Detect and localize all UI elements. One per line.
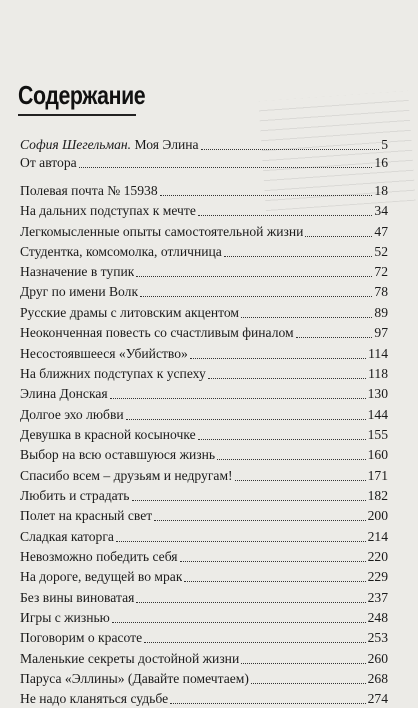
toc-entry-page-number: 144 bbox=[367, 407, 388, 422]
dot-leader bbox=[126, 419, 366, 420]
toc-entry-title bbox=[20, 589, 134, 607]
toc-entry bbox=[20, 670, 388, 688]
toc-entry bbox=[20, 182, 388, 200]
dot-leader bbox=[235, 480, 366, 481]
toc-entry bbox=[20, 528, 388, 546]
toc-entry-title bbox=[20, 467, 233, 485]
toc-entry bbox=[20, 154, 388, 172]
dot-leader bbox=[112, 622, 366, 623]
dot-leader bbox=[198, 439, 366, 440]
toc-entry-title bbox=[20, 487, 130, 505]
toc-entry-title-text: На дороге, ведущей во мрак bbox=[20, 569, 183, 584]
toc-entry-page-number: 114 bbox=[368, 346, 388, 361]
toc-entry bbox=[20, 446, 388, 464]
toc-entry-title bbox=[20, 136, 199, 154]
toc-entry-title bbox=[20, 406, 124, 424]
toc-entry-title bbox=[20, 202, 196, 220]
dot-leader bbox=[198, 215, 373, 216]
toc-entry-title-text: Любить и страдать bbox=[20, 488, 130, 503]
toc-entry-title-text: Игры с жизнью bbox=[20, 610, 110, 625]
toc-entry-title bbox=[20, 304, 239, 322]
toc-entry-title-text: Полет на красный свет bbox=[20, 508, 153, 523]
dot-leader bbox=[305, 236, 372, 237]
toc-entry bbox=[20, 690, 388, 708]
toc-entry-title-text: Невозможно победить себя bbox=[20, 549, 178, 564]
toc-entry-title bbox=[20, 650, 239, 668]
toc-entry-title-text: Без вины виноватая bbox=[20, 590, 135, 605]
toc-entry bbox=[20, 263, 388, 281]
toc-entry bbox=[20, 283, 388, 301]
toc-entry bbox=[20, 507, 388, 525]
toc-entry-page-number: 248 bbox=[367, 610, 388, 625]
dot-leader bbox=[170, 703, 365, 704]
toc-entry bbox=[20, 223, 388, 241]
toc-entry-title bbox=[20, 283, 138, 301]
toc-entry-title-text: Назначение в тупик bbox=[20, 264, 135, 279]
dot-leader bbox=[208, 378, 366, 379]
toc-entry-page-number: 18 bbox=[374, 183, 388, 198]
toc-entry-page-number: 229 bbox=[367, 569, 388, 584]
toc-entry-page-number: 268 bbox=[367, 671, 388, 686]
dot-leader bbox=[201, 149, 380, 150]
dot-leader bbox=[144, 642, 366, 643]
toc-entry-title-text: Русские драмы с литовским акцентом bbox=[20, 305, 240, 320]
toc-entry-page-number: 200 bbox=[367, 508, 388, 523]
toc-entry-title bbox=[20, 507, 152, 525]
dot-leader bbox=[110, 398, 366, 399]
toc-entry-title-text: Моя Элина bbox=[131, 137, 199, 152]
toc-entry-title bbox=[20, 446, 215, 464]
toc-entry bbox=[20, 629, 388, 647]
toc-entry bbox=[20, 406, 388, 424]
toc-entry-page-number: 260 bbox=[367, 651, 388, 666]
dot-leader bbox=[241, 663, 365, 664]
toc-entry-page-number: 89 bbox=[374, 305, 388, 320]
toc-entry-title-text: От автора bbox=[20, 155, 77, 170]
toc-entry-title bbox=[20, 345, 188, 363]
toc-entry bbox=[20, 136, 388, 154]
toc-entry-title bbox=[20, 324, 294, 342]
dot-leader bbox=[217, 459, 366, 460]
dot-leader bbox=[136, 602, 365, 603]
toc-entry-title-text: Маленькие секреты достойной жизни bbox=[20, 651, 240, 666]
toc-entry-author: София Шегельман. bbox=[20, 137, 132, 152]
toc-entry-page-number: 253 bbox=[367, 630, 388, 645]
toc-entry-page-number: 72 bbox=[374, 264, 388, 279]
toc-entry-page-number: 16 bbox=[374, 155, 388, 170]
toc-entry bbox=[20, 650, 388, 668]
toc-entry-title-text: Долгое эхо любви bbox=[20, 407, 124, 422]
toc-entry-page-number: 47 bbox=[374, 224, 388, 239]
dot-leader bbox=[140, 296, 372, 297]
toc-entry-page-number: 171 bbox=[367, 468, 388, 483]
toc-entry-title bbox=[20, 263, 134, 281]
toc-entry-page-number: 52 bbox=[374, 244, 388, 259]
dot-leader bbox=[154, 520, 365, 521]
toc-entry-title bbox=[20, 609, 110, 627]
toc-entry-title-text: Элина Донская bbox=[20, 386, 108, 401]
toc-entry-title bbox=[20, 154, 77, 172]
toc-entry-title bbox=[20, 690, 168, 708]
toc-entry-page-number: 182 bbox=[367, 488, 388, 503]
toc-entry bbox=[20, 426, 388, 444]
toc-entry-title-text: На дальних подступах к мечте bbox=[20, 203, 196, 218]
toc-entry-title-text: Девушка в красной косыночке bbox=[20, 427, 196, 442]
dot-leader bbox=[116, 541, 366, 542]
toc-entry-title-text: Легкомысленные опыты самостоятельной жизни bbox=[20, 224, 304, 239]
dot-leader bbox=[184, 581, 365, 582]
toc-entry-page-number: 130 bbox=[367, 386, 388, 401]
dot-leader bbox=[136, 276, 372, 277]
toc-entry bbox=[20, 609, 388, 627]
toc-entry-title-text: Выбор на всю оставшуюся жизнь bbox=[20, 447, 216, 462]
toc-entry-page-number: 5 bbox=[381, 137, 388, 152]
toc-entry-page-number: 78 bbox=[374, 284, 388, 299]
dot-leader bbox=[160, 195, 373, 196]
toc-entry bbox=[20, 365, 388, 383]
toc-entry-title-text: Сладкая каторга bbox=[20, 529, 114, 544]
toc-entry-page-number: 274 bbox=[367, 691, 388, 706]
toc-entry bbox=[20, 243, 388, 261]
toc-entry bbox=[20, 589, 388, 607]
toc-entry-title-text: Неоконченная повесть со счастливым финалом bbox=[20, 325, 294, 340]
toc-entry-title-text: Студентка, комсомолка, отличница bbox=[20, 244, 222, 259]
toc-entry-page-number: 155 bbox=[367, 427, 388, 442]
toc-entry-page-number: 118 bbox=[368, 366, 388, 381]
toc-entry-title bbox=[20, 223, 303, 241]
toc-entry-title-text: Полевая почта № 15938 bbox=[20, 183, 158, 198]
toc-entry bbox=[20, 202, 388, 220]
dot-leader bbox=[251, 683, 366, 684]
dot-leader bbox=[224, 256, 373, 257]
toc-entry bbox=[20, 487, 388, 505]
toc-entry-title-text: Друг по имени Волк bbox=[20, 284, 139, 299]
toc-entry-page-number: 220 bbox=[367, 549, 388, 564]
toc-entry-title-text: На ближних подступах к успеху bbox=[20, 366, 206, 381]
toc-entry-title bbox=[20, 426, 196, 444]
toc-entry-page-number: 160 bbox=[367, 447, 388, 462]
toc-entry-title-text: Спасибо всем – друзьям и недругам! bbox=[20, 468, 233, 483]
toc-entry bbox=[20, 304, 388, 322]
toc-entry bbox=[20, 568, 388, 586]
toc-entry bbox=[20, 385, 388, 403]
toc-entry-page-number: 97 bbox=[374, 325, 388, 340]
dot-leader bbox=[296, 337, 373, 338]
dot-leader bbox=[132, 500, 366, 501]
toc-entry bbox=[20, 548, 388, 566]
toc-entry-title bbox=[20, 365, 206, 383]
toc-entry bbox=[20, 324, 388, 342]
toc-entry-title-text: Паруса «Эллины» (Давайте помечтаем) bbox=[20, 671, 249, 686]
toc-entry-title bbox=[20, 385, 108, 403]
toc-entry-page-number: 34 bbox=[374, 203, 388, 218]
toc-entry-title bbox=[20, 568, 182, 586]
dot-leader bbox=[180, 561, 366, 562]
toc-entry-title-text: Несостоявшееся «Убийство» bbox=[20, 346, 188, 361]
toc-entry-page-number: 214 bbox=[367, 529, 388, 544]
toc-entry-title bbox=[20, 670, 249, 688]
toc-entry-title bbox=[20, 629, 142, 647]
toc-entry-title bbox=[20, 528, 114, 546]
dot-leader bbox=[241, 317, 372, 318]
toc-entry-title bbox=[20, 243, 222, 261]
toc-entry bbox=[20, 345, 388, 363]
toc-entry-title-text: Не надо кланяться судьбе bbox=[20, 691, 169, 706]
page-title: Содержание bbox=[18, 80, 146, 110]
dot-leader bbox=[190, 358, 366, 359]
toc-entry-page-number: 237 bbox=[367, 590, 388, 605]
toc-entry-title-text: Поговорим о красоте bbox=[20, 630, 143, 645]
dot-leader bbox=[79, 167, 373, 168]
toc-entry bbox=[20, 467, 388, 485]
toc-entry-title bbox=[20, 548, 178, 566]
toc-entry-title bbox=[20, 182, 158, 200]
